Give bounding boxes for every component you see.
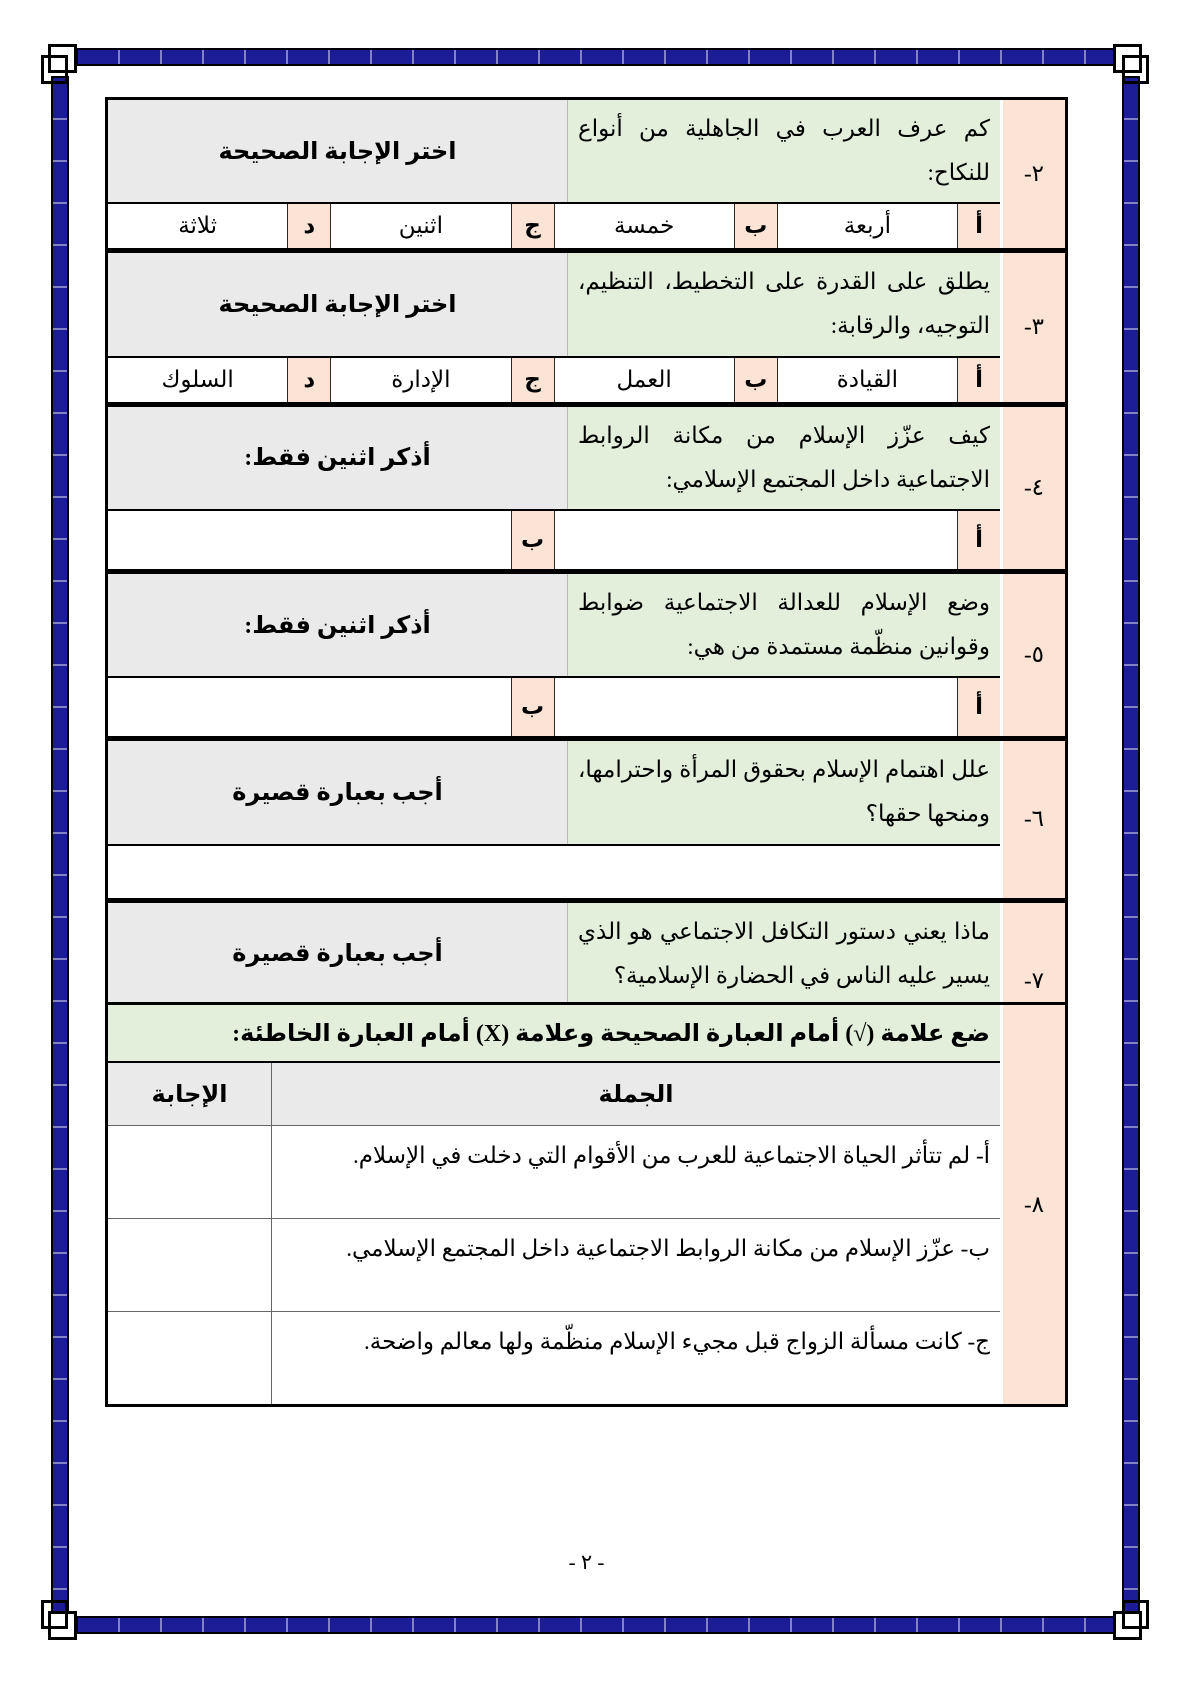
answer-blank[interactable]	[108, 844, 1000, 898]
question-number: ٣-	[1003, 253, 1065, 401]
page-number: - ٢ -	[568, 1550, 605, 1574]
choice-option[interactable]: السلوك	[108, 358, 287, 402]
question-number: ٤-	[1003, 407, 1065, 569]
question-text: كيف عزّز الإسلام من مكانة الروابط الاجتماعية داخل المجتمع الإسلامي:	[568, 407, 1000, 509]
choices-row	[108, 356, 1000, 402]
choice-option[interactable]: خمسة	[554, 204, 734, 248]
corner-ornament	[44, 42, 80, 82]
question-number: ٦-	[1003, 741, 1065, 897]
choice-letter: ج	[511, 358, 554, 402]
choice-letter: ج	[511, 204, 554, 248]
question-instruction: اختر الإجابة الصحيحة	[108, 100, 568, 202]
choice-option[interactable]: العمل	[554, 358, 734, 402]
page-border-top	[76, 48, 1115, 66]
page-border-left	[51, 76, 69, 1614]
question-instruction: أجب بعبارة قصيرة	[108, 903, 568, 1005]
choice-option[interactable]: اثنين	[330, 204, 510, 248]
question-number: ٥-	[1003, 574, 1065, 736]
question-number: ٨-	[1003, 1005, 1065, 1404]
answer-blank[interactable]	[108, 678, 511, 736]
corner-ornament	[1110, 42, 1146, 82]
answer-blank[interactable]	[554, 511, 958, 569]
choice-option[interactable]: الإدارة	[330, 358, 510, 402]
questions-table	[105, 97, 1068, 1062]
question-instruction: أذكر اثنين فقط:	[108, 407, 568, 509]
column-header-answer: الإجابة	[151, 1081, 228, 1108]
page-border-bottom	[76, 1616, 1115, 1634]
true-false-column-headers	[108, 1061, 1000, 1125]
blanks-row	[108, 676, 1000, 736]
answer-blank[interactable]	[108, 511, 511, 569]
choice-letter: د	[287, 204, 330, 248]
true-false-table	[105, 1002, 1068, 1407]
choice-letter: ب	[734, 204, 777, 248]
statement-text: ج- كانت مسألة الزواج قبل مجيء الإسلام منظّمة ولها معالم واضحة.	[271, 1312, 1000, 1404]
choice-letter: د	[287, 358, 330, 402]
corner-ornament	[44, 1602, 80, 1642]
question-number: ٢-	[1003, 100, 1065, 248]
choice-letter: أ	[957, 358, 1000, 402]
choice-option[interactable]: أربعة	[777, 204, 957, 248]
question-instruction: اختر الإجابة الصحيحة	[108, 253, 568, 355]
question-block-5	[108, 569, 1065, 736]
corner-ornament	[1110, 1602, 1146, 1642]
true-false-header: ضع علامة (√) أمام العبارة الصحيحة وعلامة (X) أمام العبارة الخاطئة:	[108, 1005, 1000, 1061]
question-text: يطلق على القدرة على التخطيط، التنظيم، التوجيه، والرقابة:	[568, 253, 1000, 355]
blank-letter: أ	[957, 511, 1000, 569]
tf-answer-cell[interactable]	[108, 1126, 271, 1218]
blank-letter: أ	[957, 678, 1000, 736]
answer-blank[interactable]	[554, 678, 958, 736]
true-false-row	[108, 1311, 1000, 1404]
question-instruction: أجب بعبارة قصيرة	[108, 741, 568, 843]
blanks-row	[108, 509, 1000, 569]
statement-text: ب- عزّز الإسلام من مكانة الروابط الاجتماعية داخل المجتمع الإسلامي.	[271, 1219, 1000, 1311]
question-text: ماذا يعني دستور التكافل الاجتماعي هو الذي يسير عليه الناس في الحضارة الإسلامية؟	[568, 903, 1000, 1005]
column-header-sentence: الجملة	[271, 1063, 1000, 1125]
tf-answer-cell[interactable]	[108, 1312, 271, 1404]
question-text: علل اهتمام الإسلام بحقوق المرأة واحترامها، ومنحها حقها؟	[568, 741, 1000, 843]
question-block-6	[108, 736, 1065, 897]
question-text: كم عرف العرب في الجاهلية من أنواع للنكاح:	[568, 100, 1000, 202]
question-block-3	[108, 248, 1065, 401]
question-number: ٧-	[1003, 903, 1065, 1059]
blank-letter: ب	[511, 678, 554, 736]
page-border-right	[1122, 76, 1140, 1614]
choice-option[interactable]: ثلاثة	[108, 204, 287, 248]
true-false-row	[108, 1125, 1000, 1218]
question-block-2	[108, 100, 1065, 248]
choice-option[interactable]: القيادة	[777, 358, 957, 402]
statement-text: أ- لم تتأثر الحياة الاجتماعية للعرب من الأقوام التي دخلت في الإسلام.	[271, 1126, 1000, 1218]
true-false-row	[108, 1218, 1000, 1311]
choices-row	[108, 202, 1000, 248]
choice-letter: ب	[734, 358, 777, 402]
question-block-4	[108, 402, 1065, 569]
question-text: وضع الإسلام للعدالة الاجتماعية ضوابط وقوانين منظّمة مستمدة من هي:	[568, 574, 1000, 676]
blank-letter: ب	[511, 511, 554, 569]
tf-answer-cell[interactable]	[108, 1219, 271, 1311]
question-instruction: أذكر اثنين فقط:	[108, 574, 568, 676]
choice-letter: أ	[957, 204, 1000, 248]
